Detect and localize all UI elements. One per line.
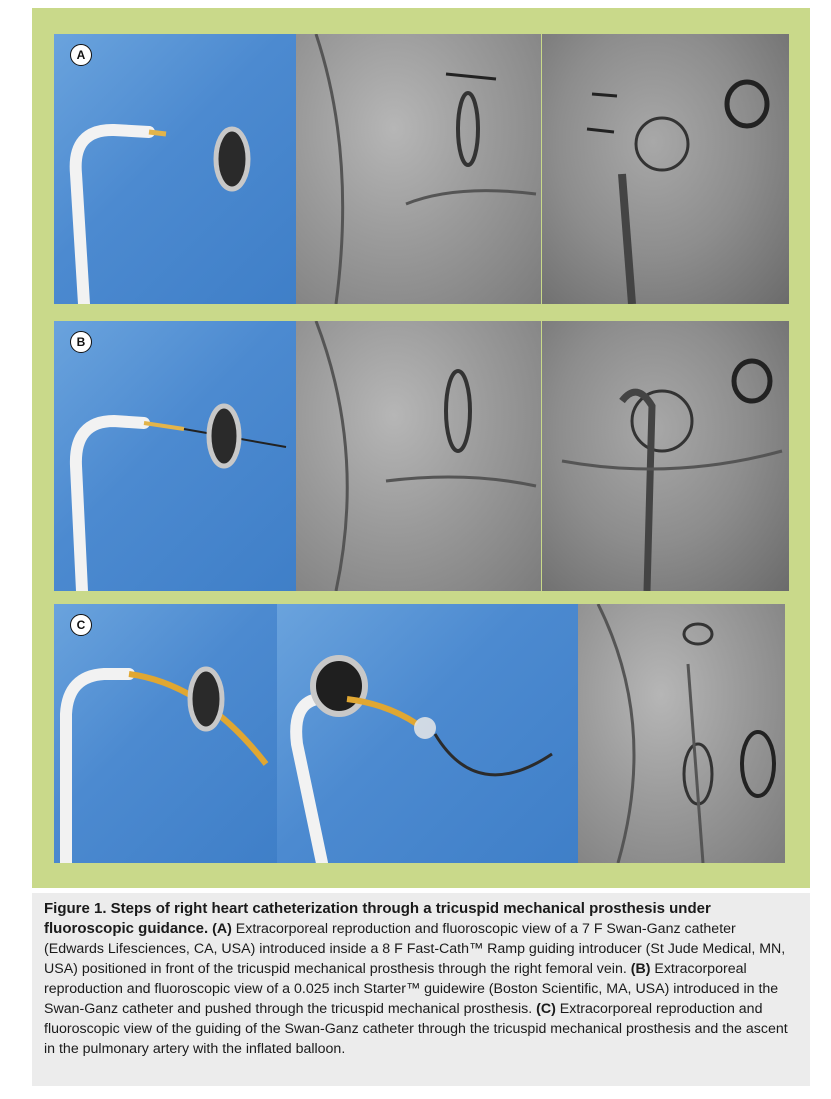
- caption-text-b: Extracorporeal reproduction and fluoroscopic view of a 0.025 inch Starter™ guidewire (Boston Scientific, MA, USA) introduced in the Swan-Ganz catheter and pushed through the tricuspid mechanical prosthesis.: [44, 961, 779, 1017]
- photo-guidewire-b: [54, 321, 296, 591]
- catheter-drawing: [54, 321, 296, 591]
- figure-frame: [32, 8, 810, 888]
- fluoro-image-a1: [296, 34, 541, 304]
- fluoro-image-b2: [542, 321, 789, 591]
- photo-balloon-c: [277, 604, 578, 863]
- photo-catheter-through-prosthesis-c: [54, 604, 277, 863]
- panel-b: [54, 321, 810, 591]
- fluoro-lines: [296, 34, 541, 304]
- caption-text-c: Extracorporeal reproduction and fluoroscopic view of the guiding of the Swan-Ganz catheter through the tricuspid mechanical prosthesis and the ascent in the pulmonary artery with the inflated balloon.: [44, 1001, 788, 1057]
- catheter-drawing: [54, 34, 296, 304]
- figure-caption: [32, 893, 810, 1086]
- photo-catheter-prosthesis-a: [54, 34, 296, 304]
- fluoro-lines: [542, 34, 789, 304]
- catheter-drawing: [54, 604, 277, 863]
- caption-text-a: Extracorporeal reproduction and fluoroscopic view of a 7 F Swan-Ganz catheter (Edwards Lifesciences, CA, USA) introduced inside a 8 F Fast-Cath™ Ramp guiding introducer (St Jude Medical, MN, USA) positioned in front of the tricuspid mechanical prosthesis through the right femoral vein.: [44, 921, 786, 977]
- caption-label-b: (B): [630, 961, 651, 977]
- panel-label-a: A: [70, 44, 92, 66]
- panel-label-c: C: [70, 614, 92, 636]
- fluoro-image-c: [578, 604, 785, 863]
- fluoro-lines: [542, 321, 789, 591]
- panel-a: [54, 34, 810, 304]
- fluoro-image-b1: [296, 321, 541, 591]
- fluoro-lines: [296, 321, 541, 591]
- caption-title: Figure 1. Steps of right heart catheterization through a tricuspid mechanical prosthesis under fluoroscopic guidance.: [44, 900, 711, 937]
- fluoro-image-a2: [542, 34, 789, 304]
- panel-label-b: B: [70, 331, 92, 353]
- catheter-drawing: [277, 604, 578, 863]
- panel-c: [54, 604, 810, 863]
- caption-label-c: (C): [536, 1001, 556, 1017]
- caption-label-a: (A): [212, 921, 232, 937]
- fluoro-lines: [578, 604, 785, 863]
